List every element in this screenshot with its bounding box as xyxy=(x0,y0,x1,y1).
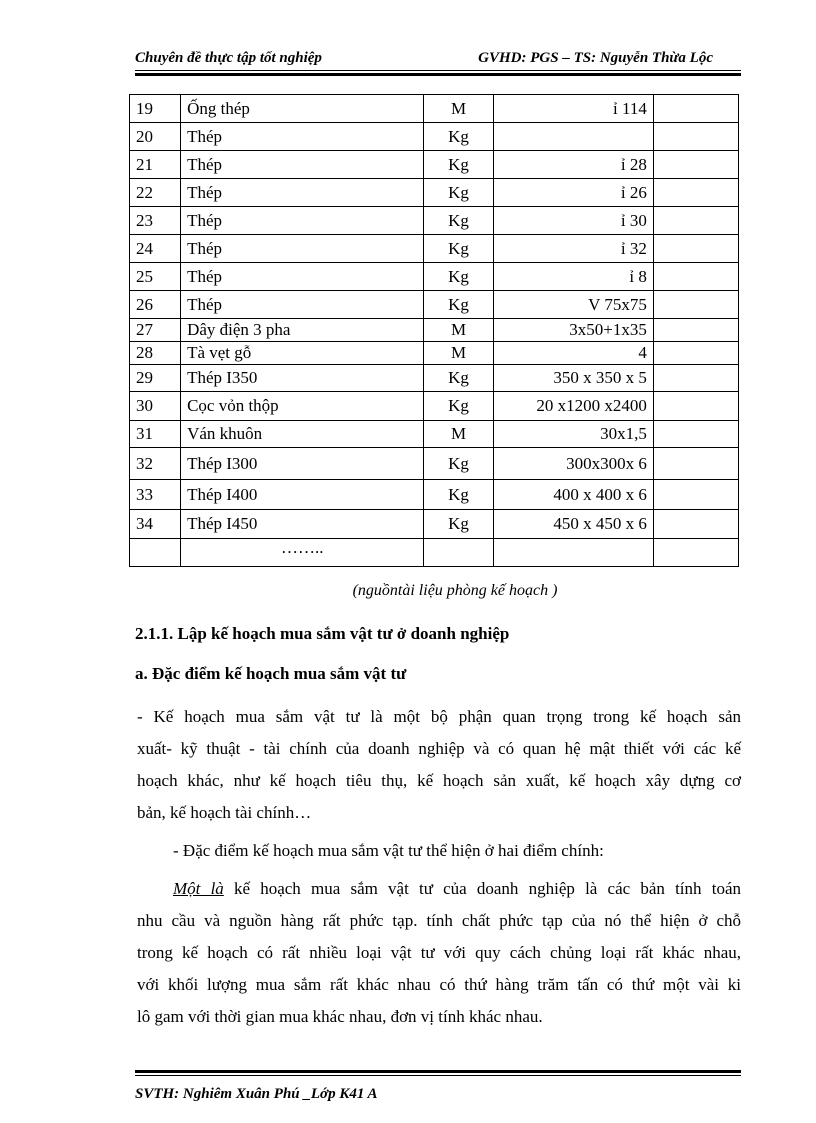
cell-material-name: Thép xyxy=(181,235,424,263)
cell-specification: 30x1,5 xyxy=(493,421,653,448)
cell-specification: ỉ 26 xyxy=(493,179,653,207)
cell-empty xyxy=(424,539,493,567)
cell-row-number: 25 xyxy=(130,263,181,291)
cell-material-name: Thép I400 xyxy=(181,480,424,510)
cell-unit: Kg xyxy=(424,235,493,263)
cell-row-number: 20 xyxy=(130,123,181,151)
paragraph-3 xyxy=(137,873,741,1033)
cell-specification: 300x300x 6 xyxy=(493,448,653,480)
cell-row-number: 34 xyxy=(130,510,181,539)
cell-material-name: Thép I350 xyxy=(181,365,424,392)
cell-specification xyxy=(493,123,653,151)
table-row xyxy=(130,448,739,480)
cell-specification: 400 x 400 x 6 xyxy=(493,480,653,510)
cell-note xyxy=(653,235,738,263)
paragraph-1 xyxy=(137,701,741,829)
cell-note xyxy=(653,319,738,342)
table-row xyxy=(130,291,739,319)
cell-specification: ỉ 114 xyxy=(493,95,653,123)
cell-specification: 3x50+1x35 xyxy=(493,319,653,342)
cell-unit: Kg xyxy=(424,448,493,480)
cell-note xyxy=(653,291,738,319)
cell-unit: Kg xyxy=(424,207,493,235)
cell-material-name: Ván khuôn xyxy=(181,421,424,448)
cell-material-name: Thép xyxy=(181,179,424,207)
cell-row-number: 24 xyxy=(130,235,181,263)
cell-specification: 20 x1200 x2400 xyxy=(493,392,653,421)
cell-unit: Kg xyxy=(424,510,493,539)
table-source-note: (nguồntài liệu phòng kế hoạch ) xyxy=(352,582,558,599)
cell-specification: ỉ 32 xyxy=(493,235,653,263)
cell-note xyxy=(653,207,738,235)
cell-unit: Kg xyxy=(424,392,493,421)
cell-material-name: Ống thép xyxy=(181,95,424,123)
cell-material-name: Thép xyxy=(181,291,424,319)
cell-unit: Kg xyxy=(424,263,493,291)
header-title: Chuyên đề thực tập tốt nghiệp xyxy=(135,50,322,66)
paragraph-2 xyxy=(173,835,741,867)
footer-rule-thick xyxy=(135,1070,741,1073)
cell-empty xyxy=(130,539,181,567)
table-row-ellipsis xyxy=(130,539,739,567)
header-rule-thick xyxy=(135,73,741,76)
section-subheading: a. Đặc điểm kế hoạch mua sắm vật tư xyxy=(135,664,407,683)
section-heading: 2.1.1. Lập kế hoạch mua sắm vật tư ở doanh nghiệp xyxy=(135,624,510,643)
table-row xyxy=(130,123,739,151)
table-row xyxy=(130,207,739,235)
cell-specification: V 75x75 xyxy=(493,291,653,319)
table-row xyxy=(130,235,739,263)
cell-row-number: 32 xyxy=(130,448,181,480)
cell-material-name: Thép xyxy=(181,123,424,151)
paragraph-3-first-line xyxy=(137,873,741,905)
cell-material-name: Thép I450 xyxy=(181,510,424,539)
cell-row-number: 22 xyxy=(130,179,181,207)
cell-specification: 450 x 450 x 6 xyxy=(493,510,653,539)
paragraph-2-line: - Đặc điểm kế hoạch mua sắm vật tư thể hiện ở hai điểm chính: xyxy=(173,841,604,860)
paragraph-3-line: kế hoạch mua sắm vật tư của doanh nghiệp là các bản tính toán xyxy=(223,879,741,898)
footer-rule-thin xyxy=(135,1075,741,1076)
table-row xyxy=(130,365,739,392)
page-footer: SVTH: Nghiêm Xuân Phú _Lớp K41 A xyxy=(135,1086,378,1102)
table-row xyxy=(130,510,739,539)
table-row xyxy=(130,179,739,207)
paragraph-1-line: bản, kế hoạch tài chính… xyxy=(137,803,312,822)
cell-row-number: 28 xyxy=(130,342,181,365)
cell-row-number: 19 xyxy=(130,95,181,123)
cell-material-name: Thép xyxy=(181,263,424,291)
cell-row-number: 33 xyxy=(130,480,181,510)
materials-table-body xyxy=(130,95,739,567)
table-row xyxy=(130,263,739,291)
cell-note xyxy=(653,95,738,123)
cell-note xyxy=(653,480,738,510)
cell-note xyxy=(653,510,738,539)
cell-note xyxy=(653,365,738,392)
cell-row-number: 30 xyxy=(130,392,181,421)
cell-unit: M xyxy=(424,95,493,123)
paragraph-3-line: nhu cầu và nguồn hàng rất phức tạp. tính chất phức tạp của nó thể hiện ở chỗ xyxy=(137,911,741,930)
paragraph-1-line: xuất- kỹ thuật - tài chính của doanh nghiệp và có quan hệ mật thiết với các kế xyxy=(137,739,741,758)
cell-row-number: 23 xyxy=(130,207,181,235)
table-row xyxy=(130,95,739,123)
paragraph-3-lead: Một là xyxy=(173,879,224,898)
paragraph-3-line: với khối lượng mua sắm rất khác nhau có thứ hàng trăm tấn có thứ một vài ki xyxy=(137,975,741,994)
table-row xyxy=(130,392,739,421)
cell-note xyxy=(653,263,738,291)
cell-specification: ỉ 28 xyxy=(493,151,653,179)
cell-empty xyxy=(653,539,738,567)
cell-material-name: Cọc vỏn thộp xyxy=(181,392,424,421)
page-header xyxy=(135,48,741,68)
paragraph-3-line: lô gam với thời gian mua khác nhau, đơn vị tính khác nhau. xyxy=(137,1007,543,1026)
cell-material-name: Dây điện 3 pha xyxy=(181,319,424,342)
cell-material-name: Tà vẹt gỗ xyxy=(181,342,424,365)
header-supervisor: GVHD: PGS – TS: Nguyễn Thừa Lộc xyxy=(478,50,713,66)
cell-row-number: 26 xyxy=(130,291,181,319)
cell-row-number: 21 xyxy=(130,151,181,179)
cell-note xyxy=(653,392,738,421)
cell-unit: Kg xyxy=(424,123,493,151)
cell-unit: M xyxy=(424,319,493,342)
cell-material-name: Thép xyxy=(181,151,424,179)
cell-row-number: 27 xyxy=(130,319,181,342)
cell-specification: 350 x 350 x 5 xyxy=(493,365,653,392)
materials-table xyxy=(129,94,739,567)
cell-material-name: Thép xyxy=(181,207,424,235)
cell-unit: Kg xyxy=(424,291,493,319)
cell-unit: M xyxy=(424,342,493,365)
cell-note xyxy=(653,342,738,365)
cell-note xyxy=(653,421,738,448)
cell-specification: ỉ 30 xyxy=(493,207,653,235)
cell-material-name: Thép I300 xyxy=(181,448,424,480)
cell-unit: Kg xyxy=(424,480,493,510)
cell-unit: Kg xyxy=(424,151,493,179)
cell-note xyxy=(653,448,738,480)
table-row xyxy=(130,342,739,365)
cell-unit: M xyxy=(424,421,493,448)
cell-specification: ỉ 8 xyxy=(493,263,653,291)
cell-specification: 4 xyxy=(493,342,653,365)
cell-unit: Kg xyxy=(424,179,493,207)
cell-row-number: 31 xyxy=(130,421,181,448)
table-row xyxy=(130,421,739,448)
cell-empty xyxy=(493,539,653,567)
table-row xyxy=(130,151,739,179)
paragraph-3-line: trong kế hoạch có rất nhiều loại vật tư với quy cách chủng loại rất khác nhau, xyxy=(137,943,741,962)
paragraph-1-line: - Kế hoạch mua sắm vật tư là một bộ phận quan trọng trong kế hoạch sản xyxy=(137,707,741,726)
cell-unit: Kg xyxy=(424,365,493,392)
cell-row-number: 29 xyxy=(130,365,181,392)
cell-ellipsis: …….. xyxy=(181,539,424,567)
table-row xyxy=(130,480,739,510)
header-rule-thin xyxy=(135,70,741,71)
cell-note xyxy=(653,151,738,179)
paragraph-1-line: hoạch khác, như kế hoạch tiêu thụ, kế hoạch sản xuất, kế hoạch xây dựng cơ xyxy=(137,771,741,790)
cell-note xyxy=(653,179,738,207)
cell-note xyxy=(653,123,738,151)
table-row xyxy=(130,319,739,342)
